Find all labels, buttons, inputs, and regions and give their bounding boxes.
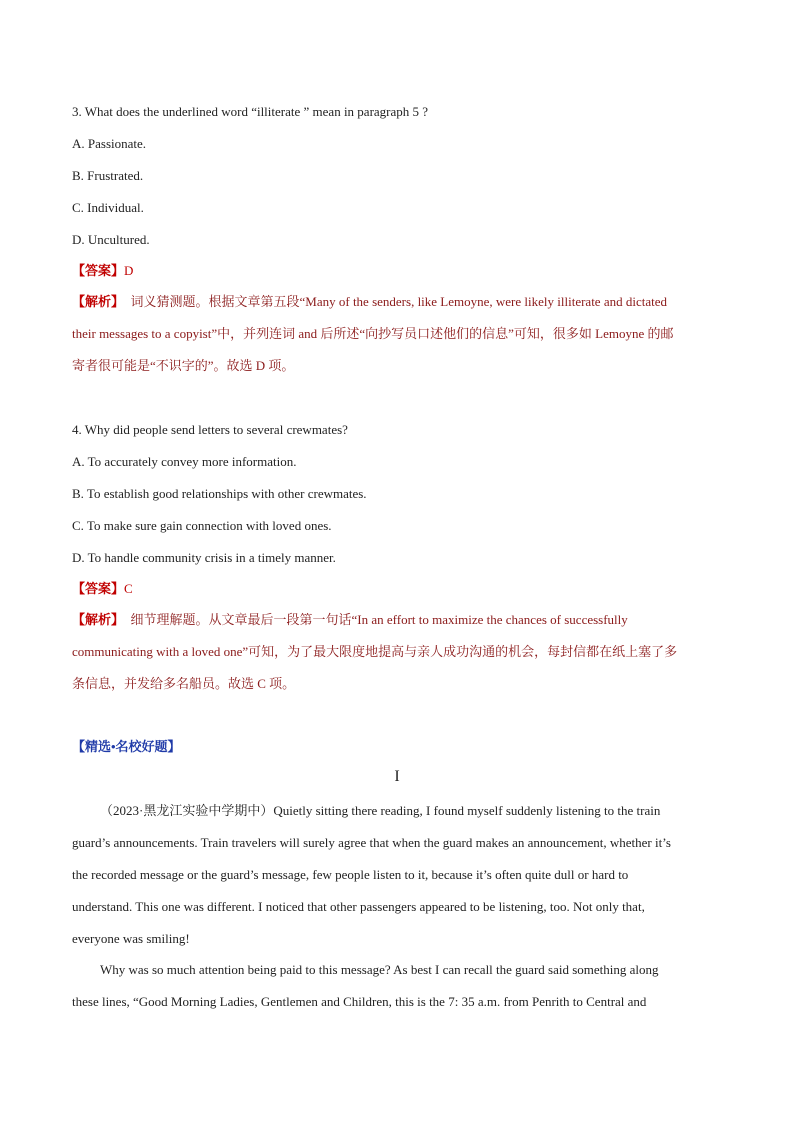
- q3-analysis-text-1: 词义猜测题。根据文章第五段“Many of the senders, like Lemoyne, were likely illiterate and dictated: [130, 294, 667, 309]
- q3-option-a: A. Passionate.: [72, 136, 147, 151]
- passage-p1-line-3: the recorded message or the guard’s message, few people listen to it, because it’s often quite dull or hard to: [72, 867, 629, 882]
- q4-answer-label: 【答案】: [72, 581, 125, 596]
- question-3-text: 3. What does the underlined word “illiterate ” mean in paragraph 5 ?: [72, 104, 429, 119]
- q3-analysis-line-3: 寄者很可能是“不识字的”。故选 D 项。: [72, 358, 295, 373]
- q4-option-a: A. To accurately convey more information.: [72, 454, 297, 469]
- q4-analysis-text-1: 细节理解题。从文章最后一段第一句话“In an effort to maximize the chances of successfully: [130, 612, 628, 627]
- q4-analysis-label: 【解析】: [72, 612, 125, 627]
- q3-answer-value: D: [124, 263, 134, 278]
- q4-answer: [72, 581, 133, 597]
- q4-answer-value: C: [124, 581, 133, 596]
- passage-p1-line-4: understand. This one was different. I noticed that other passengers appeared to be listening, too. Not only that,: [72, 899, 645, 914]
- passage-p1-line-1: （2023·黑龙江实验中学期中）Quietly sitting there reading, I found myself suddenly listening to the train: [100, 803, 661, 818]
- q3-analysis-line-2: their messages to a copyist”中，并列连词 and 后所述“向抄写员口述他们的信息”可知，很多如 Lemoyne 的邮: [72, 326, 674, 341]
- q3-option-b: B. Frustrated.: [72, 168, 144, 183]
- q4-option-d: D. To handle community crisis in a timely manner.: [72, 550, 336, 565]
- section-title: 【精选•名校好题】: [72, 739, 181, 754]
- q3-analysis-line-1: [72, 294, 667, 310]
- q3-answer: [72, 263, 133, 279]
- q3-analysis-label: 【解析】: [72, 294, 125, 309]
- passage-roman-numeral: I: [394, 768, 400, 785]
- passage-p1-line-2: guard’s announcements. Train travelers will surely agree that when the guard makes an announcement, whether it’s: [72, 835, 671, 850]
- q3-option-c: C. Individual.: [72, 200, 144, 215]
- passage-p2-line-2: these lines, “Good Morning Ladies, Gentlemen and Children, this is the 7: 35 a.m. from Penrith to Central and: [72, 994, 647, 1009]
- question-4-text: 4. Why did people send letters to several crewmates?: [72, 422, 348, 437]
- q4-analysis-line-3: 条信息，并发给多名船员。故选 C 项。: [72, 676, 296, 691]
- q3-answer-label: 【答案】: [72, 263, 125, 278]
- q4-option-b: B. To establish good relationships with other crewmates.: [72, 486, 367, 501]
- q4-analysis-line-1: [72, 612, 628, 628]
- q3-option-d: D. Uncultured.: [72, 232, 150, 247]
- passage-p1-line-5: everyone was smiling!: [72, 931, 190, 946]
- q4-analysis-line-2: communicating with a loved one”可知，为了最大限度地提高与亲人成功沟通的机会，每封信都在纸上塞了多: [72, 644, 678, 659]
- q4-option-c: C. To make sure gain connection with loved ones.: [72, 518, 332, 533]
- passage-p2-line-1: Why was so much attention being paid to this message? As best I can recall the guard said something along: [100, 962, 659, 977]
